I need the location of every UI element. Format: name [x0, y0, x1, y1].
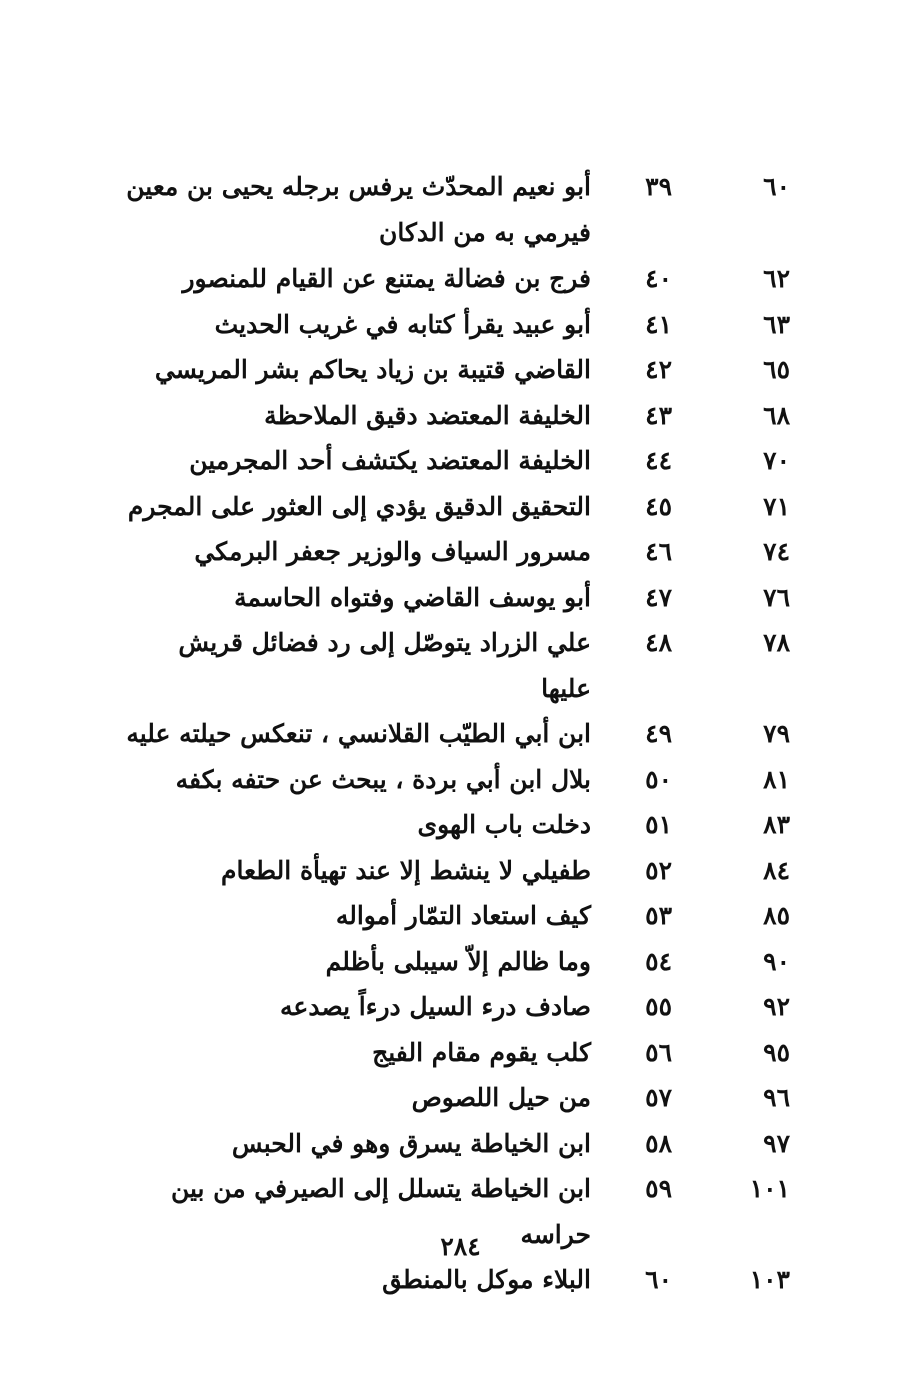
toc-row	[120, 484, 790, 530]
entry-number: ٣٩	[645, 172, 672, 201]
toc-row	[120, 848, 790, 894]
page-number: ٦٥	[763, 355, 790, 384]
page-number: ٨٥	[763, 901, 790, 930]
page-number: ٧٨	[763, 628, 790, 657]
page-number: ٦٢	[763, 264, 790, 293]
page-number: ١٠١	[749, 1174, 790, 1203]
entry-title: من حيل اللصوص	[411, 1083, 591, 1112]
entry-number: ٥٨	[645, 1128, 672, 1158]
table-of-contents	[120, 164, 790, 1303]
toc-row	[120, 302, 790, 348]
entry-number: ٥٥	[645, 992, 672, 1021]
page-number: ١٠٣	[749, 1265, 790, 1294]
toc-row	[120, 1257, 790, 1303]
toc-row	[120, 164, 790, 256]
entry-title: ابن أبي الطيّب القلانسي ، تنعكس حيلته عليه	[126, 719, 591, 748]
entry-number: ٥٤	[645, 946, 672, 976]
entry-number: ٤٢	[645, 355, 672, 384]
entry-title: مسرور السياف والوزير جعفر البرمكي	[194, 537, 591, 566]
toc-row	[120, 1121, 790, 1167]
entry-title: القاضي قتيبة بن زياد يحاكم بشر المريسي	[154, 355, 591, 384]
toc-row	[120, 347, 790, 393]
entry-number: ٤٧	[645, 582, 672, 612]
entry-number: ٤٤	[645, 446, 672, 475]
page-number: ٩٠	[763, 946, 790, 976]
entry-title: أبو نعيم المحدّث يرفس برجله يحيى بن معين فيرمي به من الدكان	[126, 172, 591, 247]
entry-number: ٤٦	[645, 537, 672, 566]
page-number: ٩٢	[763, 992, 790, 1021]
page-number: ٩٥	[763, 1037, 790, 1067]
entry-title: ابن الخياطة يتسلل إلى الصيرفي من بين حراسه	[170, 1174, 591, 1249]
toc-row	[120, 757, 790, 803]
toc-row	[120, 1030, 790, 1076]
page-footer-number: ٢٨٤	[440, 1232, 481, 1261]
entry-title: كيف استعاد التمّار أمواله	[335, 901, 591, 930]
toc-row	[120, 893, 790, 939]
toc-row	[120, 438, 790, 484]
entry-title: ابن الخياطة يسرق وهو في الحبس	[231, 1128, 591, 1158]
entry-number: ٤٩	[645, 719, 672, 748]
entry-number: ٥٧	[645, 1083, 672, 1112]
page-number: ٧٤	[763, 537, 790, 566]
toc-row	[120, 620, 790, 711]
page-number: ٩٧	[763, 1128, 790, 1158]
entry-number: ٤٣	[645, 400, 672, 430]
entry-number: ٥٣	[645, 901, 672, 930]
page-number: ٦٨	[763, 400, 790, 430]
entry-number: ٥٢	[645, 855, 672, 885]
entry-number: ٥٩	[645, 1174, 672, 1203]
entry-number: ٤١	[645, 309, 672, 339]
toc-row	[120, 575, 790, 621]
page-number: ٧١	[763, 491, 790, 521]
page-number: ٧٦	[763, 582, 790, 612]
entry-title: البلاء موكل بالمنطق	[382, 1265, 591, 1294]
entry-number: ٤٥	[645, 491, 672, 521]
entry-title: الخليفة المعتضد دقيق الملاحظة	[264, 400, 591, 430]
entry-title: أبو يوسف القاضي وفتواه الحاسمة	[234, 582, 591, 612]
entry-number: ٥٦	[645, 1037, 672, 1067]
page-number: ٧٠	[763, 446, 790, 475]
toc-row	[120, 711, 790, 757]
toc-row	[120, 939, 790, 985]
entry-title: بلال ابن أبي بردة ، يبحث عن حتفه بكفه	[175, 764, 591, 794]
toc-row	[120, 1075, 790, 1121]
page-number: ٩٦	[763, 1083, 790, 1112]
entry-title: الخليفة المعتضد يكتشف أحد المجرمين	[189, 446, 591, 475]
toc-row	[120, 529, 790, 575]
page-number: ٧٩	[763, 719, 790, 748]
entry-number: ٥٠	[645, 764, 672, 794]
entry-title: طفيلي لا ينشط إلا عند تهيأة الطعام	[221, 855, 591, 885]
toc-row	[120, 393, 790, 439]
page-number: ٦٣	[763, 309, 790, 339]
page-number: ٨١	[763, 764, 790, 794]
entry-title: وما ظالم إلاّ سيبلى بأظلم	[325, 946, 591, 976]
entry-number: ٤٠	[645, 264, 672, 293]
entry-title: فرج بن فضالة يمتنع عن القيام للمنصور	[182, 264, 591, 293]
entry-number: ٤٨	[645, 628, 672, 657]
toc-row	[120, 802, 790, 848]
entry-title: كلب يقوم مقام الفيج	[372, 1037, 591, 1067]
entry-title: علي الزراد يتوصّل إلى رد فضائل قريش عليها	[178, 628, 591, 703]
entry-title: التحقيق الدقيق يؤدي إلى العثور على المجرم	[127, 491, 591, 521]
entry-title: أبو عبيد يقرأ كتابه في غريب الحديث	[214, 309, 591, 339]
toc-row	[120, 984, 790, 1030]
entry-title: دخلت باب الهوى	[417, 810, 591, 839]
entry-title: صادف درء السيل درءاً يصدعه	[280, 992, 591, 1021]
page-number: ٨٤	[763, 855, 790, 885]
page-number: ٨٣	[763, 810, 790, 839]
entry-number: ٦٠	[645, 1265, 672, 1294]
page-number: ٦٠	[763, 172, 790, 201]
toc-row	[120, 256, 790, 302]
entry-number: ٥١	[645, 810, 672, 839]
